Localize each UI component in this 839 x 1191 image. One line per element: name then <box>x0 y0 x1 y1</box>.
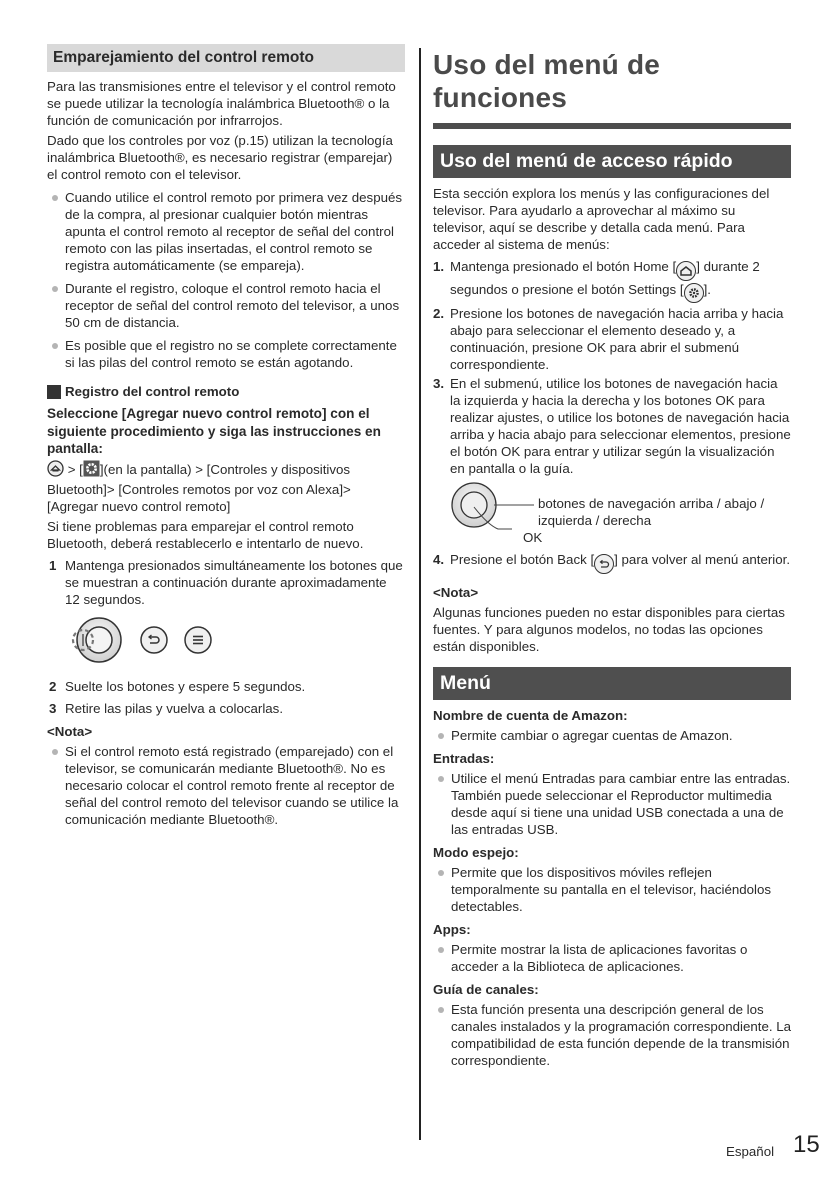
step-item: 1 Mantenga presionados simultáneamente los botones que se muestran a continuación durante aproximadamente 12 segundos. <box>49 557 403 607</box>
reset-steps <box>47 557 405 608</box>
menu-item-title: Entradas: <box>433 751 495 766</box>
nav-ring-left-press-icon <box>69 616 125 668</box>
settings-gear-icon <box>83 460 100 481</box>
back-icon <box>139 625 169 659</box>
note-bullets <box>47 743 405 828</box>
bullet-item: Permite que los dispositivos móviles reflejen temporalmente su pantalla en el televisor, haciéndolos detectables. <box>433 864 791 915</box>
registration-subheading <box>47 383 405 400</box>
troubleshoot-text: Si tiene problemas para emparejar el control remoto Bluetooth, deberá restablecerlo e intentarlo de nuevo. <box>47 518 364 551</box>
footer-language: Español <box>726 1144 775 1159</box>
step-item: 3. En el submenú, utilice los botones de navegación hacia la izquierda y hacia la derecha y los botones OK para realizar ajustes, o utilice los botones de navegación hacia arriba y hacia abajo para seleccionar elementos, presione el botón OK para entrar y utilizar según la visualización en pantalla o la guía. <box>433 376 791 476</box>
nav-buttons-label: botones de navegación arriba / abajo / izquierda / derecha <box>538 496 765 528</box>
settings-gear-icon <box>684 283 704 303</box>
column-divider <box>419 48 421 1140</box>
menu-item-amazon <box>433 707 791 744</box>
step-item: 1. Mantenga presionado el botón Home [ ] durante 2 segundos o presione el botón Settings [ ]. <box>433 258 791 303</box>
title-rule <box>433 123 791 129</box>
bullet-item: Permite mostrar la lista de aplicaciones favoritas o acceder a la Biblioteca de aplicaciones. <box>433 941 791 975</box>
left-column <box>47 44 405 834</box>
menu-icon <box>183 625 213 659</box>
back-icon <box>594 554 614 574</box>
remote-buttons-illustration <box>47 616 405 668</box>
pairing-intro-1: Para las transmisiones entre el televisor y el control remoto se puede utilizar la tecnología inalámbrica Bluetooth® o la función de comunicación por infrarrojos. <box>47 79 396 128</box>
menu-item-title: Nombre de cuenta de Amazon: <box>433 708 628 723</box>
quick-menu-section-title: Uso del menú de acceso rápido <box>433 145 791 178</box>
note-label: <Nota> <box>47 723 93 739</box>
pairing-intro-2: Dado que los controles por voz (p.15) utilizan la tecnología inalámbrica Bluetooth®, es necesario registrar (emparejar) el control remoto con el televisor. <box>47 133 393 182</box>
reset-steps-continued <box>47 678 405 717</box>
home-icon <box>47 460 64 481</box>
home-icon <box>676 261 696 281</box>
square-marker-icon <box>47 385 61 399</box>
note-text: Algunas funciones pueden no estar disponibles para ciertas fuentes. Y para algunos modelos, no todas las opciones están disponibles. <box>433 605 785 654</box>
bullet-item: Utilice el menú Entradas para cambiar entre las entradas. También puede seleccionar el Reproductor multimedia desde aquí si tiene una unidad USB conectada a una de las entradas USB. <box>433 770 791 838</box>
pairing-section-title: Emparejamiento del control remoto <box>47 44 405 72</box>
right-column <box>433 48 791 1075</box>
step-item: 2 Suelte los botones y espere 5 segundos. <box>49 678 306 694</box>
menu-item-modo-espejo <box>433 844 791 915</box>
menu-section-title: Menú <box>433 667 791 700</box>
menu-item-apps <box>433 921 791 975</box>
menu-item-entradas <box>433 750 791 838</box>
step-item: 3 Retire las pilas y vuelva a colocarlas. <box>49 700 284 716</box>
note-label: <Nota> <box>433 585 479 600</box>
pairing-bullets <box>47 189 405 371</box>
page-number: 15 <box>793 1131 820 1158</box>
registration-instruction: Seleccione [Agregar nuevo control remoto] con el siguiente procedimiento y siga las instrucciones en pantalla: <box>47 406 381 456</box>
bullet-item: Es posible que el registro no se complete correctamente si las pilas del control remoto se están agotando. <box>47 337 405 371</box>
nav-buttons-figure <box>450 481 791 543</box>
quick-menu-intro: Esta sección explora los menús y las configuraciones del televisor. Para ayudarlo a aprovechar al máximo su televisor, aquí se describe y detalla cada menú. Para acceder al sistema de menús: <box>433 186 770 252</box>
menu-path: > [ ](en la pantalla) > [Controles y dispositivos Bluetooth]> [Controles remotos por voz con Alexa]> [Agregar nuevo control remoto] <box>47 461 351 514</box>
menu-item-title: Modo espejo: <box>433 845 519 860</box>
ok-label: OK <box>523 530 543 545</box>
step-item: 2. Presione los botones de navegación hacia arriba y hacia abajo para seleccionar el elemento deseado y, a continuación, presione OK para abrir el submenú correspondiente. <box>433 306 784 372</box>
bullet-item: Cuando utilice el control remoto por primera vez después de la compra, al presionar cualquier botón mientras apunta el control remoto al receptor de señal del control remoto con las pilas insertadas, el control remoto se registra automáticamente (se empareja). <box>47 189 405 274</box>
registration-subheading-text: Registro del control remoto <box>65 384 240 399</box>
page-title: Uso del menú de funciones <box>433 49 661 113</box>
bullet-item: Permite cambiar o agregar cuentas de Amazon. <box>433 727 791 744</box>
menu-item-title: Apps: <box>433 922 471 937</box>
menu-item-guia-canales <box>433 981 791 1069</box>
menu-item-title: Guía de canales: <box>433 982 539 997</box>
bullet-item: Durante el registro, coloque el control remoto hacia el receptor de señal del control remoto del televisor, a unos 50 cm de distancia. <box>47 280 405 331</box>
bullet-item: Esta función presenta una descripción general de los canales instalados y la programación correspondiente. La compatibilidad de esta función depende de la transmisión correspondiente. <box>433 1001 791 1069</box>
step-item: 4. Presione el botón Back [ ] para volver al menú anterior. <box>433 551 791 574</box>
bullet-item: Si el control remoto está registrado (emparejado) con el televisor, se comunicarán mediante Bluetooth®. No es necesario colocar el control remoto frente al receptor de señal del control remoto del televisor cuando se utilice la comunicación mediante Bluetooth®. <box>47 743 405 828</box>
quick-menu-steps <box>433 258 791 477</box>
quick-menu-step-4 <box>433 551 791 574</box>
